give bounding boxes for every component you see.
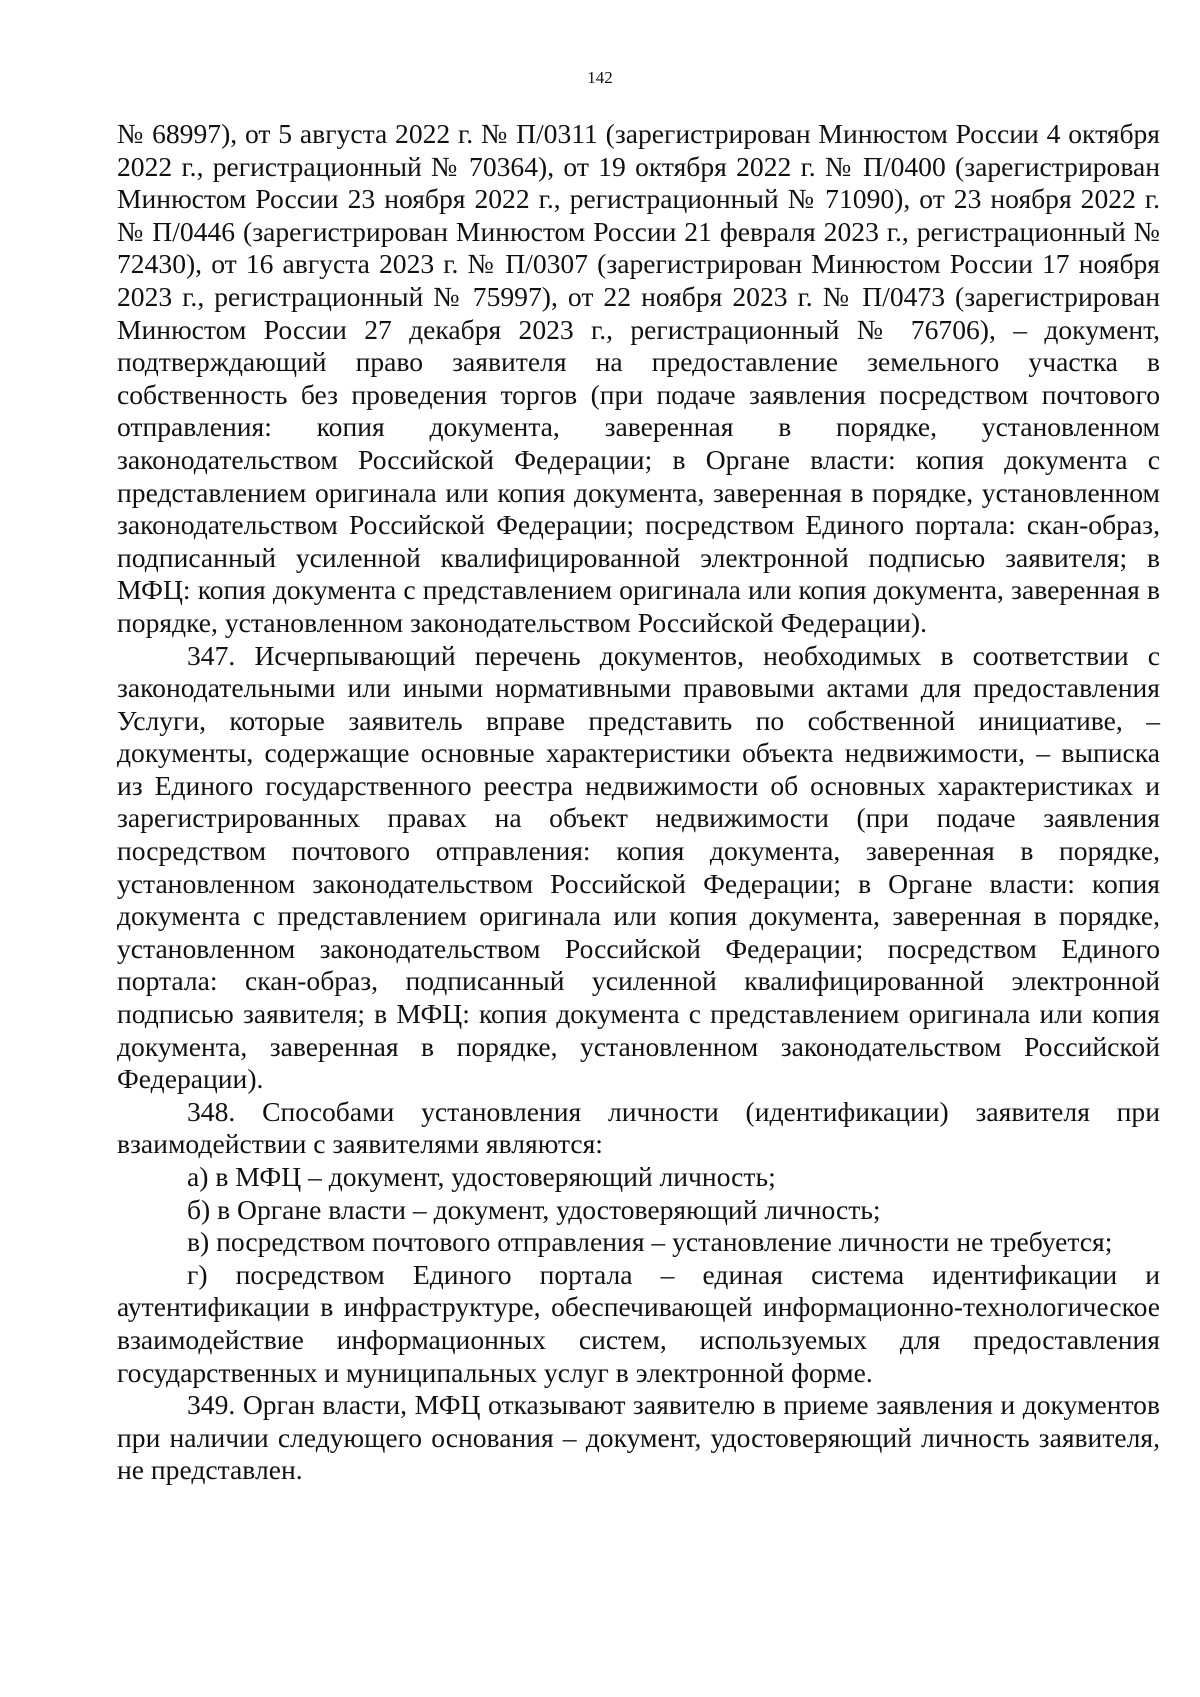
paragraph-349 (117, 1389, 1160, 1487)
paragraph-number-348: 348. (187, 1095, 236, 1127)
paragraph-number-349: 349. (187, 1389, 236, 1421)
paragraph-text-347: Исчерпывающий перечень документов, необходимых в соответствии с законодательными или иными нормативными правовыми актами для предоставления Услуги, которые заявитель вправе представить по собственной инициативе, – документы, содержащие основные характеристики объекта недвижимости, – выписка из Единого государственного реестра недвижимости об основных характеристиках и зарегистрированных правах на объект недвижимости (при подаче заявления посредством почтового отправления: копия документа, заверенная в порядке, установленном законодательством Российской Федерации; в Органе власти: копия документа с представлением оригинала или копия документа, заверенная в порядке, установленном законодательством Российской Федерации; посредством Единого портала: скан-образ, подписанный усиленной квалифицированной электронной подписью заявителя; в МФЦ: копия документа с представлением оригинала или копия документа, заверенная в порядке, установленном законодательством Российской Федерации). (117, 639, 1160, 1095)
list-item-g: г) посредством Единого портала – единая система идентификации и аутентификации в инфраструктуре, обеспечивающей информационно-технологическое взаимодействие информационных систем, используемых для предоставления государственных и муниципальных услуг в электронной форме. (117, 1258, 1160, 1388)
paragraph-348 (117, 1096, 1160, 1161)
paragraph-text-349: Орган власти, МФЦ отказывают заявителю в приеме заявления и документов при наличии следующего основания – документ, удостоверяющий личность заявителя, не представлен. (117, 1389, 1160, 1486)
paragraph-continuation: № 68997), от 5 августа 2022 г. № П/0311 (зарегистрирован Минюстом России 4 октября 2022 г., регистрационный № 70364), от 19 октября 2022 г. № П/0400 (зарегистрирован Минюстом России 23 ноября 2022 г., регистрационный № 71090), от 23 ноября 2022 г. № П/0446 (зарегистрирован Минюстом России 21 февраля 2023 г., регистрационный № 72430), от 16 августа 2023 г. № П/0307 (зарегистрирован Минюстом России 17 ноября 2023 г., регистрационный № 75997), от 22 ноября 2023 г. № П/0473 (зарегистрирован Минюстом России 27 декабря 2023 г., регистрационный № 76706), – документ, подтверждающий право заявителя на предоставление земельного участка в собственность без проведения торгов (при подаче заявления посредством почтового отправления: копия документа, заверенная в порядке, установленном законодательством Российской Федерации; в Органе власти: копия документа с представлением оригинала или копия документа, заверенная в порядке, установленном законодательством Российской Федерации; посредством Единого портала: скан-образ, подписанный усиленной квалифицированной электронной подписью заявителя; в МФЦ: копия документа с представлением оригинала или копия документа, заверенная в порядке, установленном законодательством Российской Федерации). (117, 118, 1160, 638)
list-item-b: б) в Органе власти – документ, удостоверяющий личность; (187, 1193, 881, 1225)
list-item-v: в) посредством почтового отправления – установление личности не требуется; (187, 1226, 1113, 1258)
paragraph-number-347: 347. (187, 639, 236, 671)
paragraph-text-348: Способами установления личности (идентификации) заявителя при взаимодействии с заявителями являются: (117, 1095, 1160, 1160)
list-item-a: а) в МФЦ – документ, удостоверяющий личность; (187, 1161, 776, 1192)
paragraph-347 (117, 640, 1160, 1096)
page-number: 142 (587, 68, 613, 87)
document-body (117, 118, 1160, 1487)
